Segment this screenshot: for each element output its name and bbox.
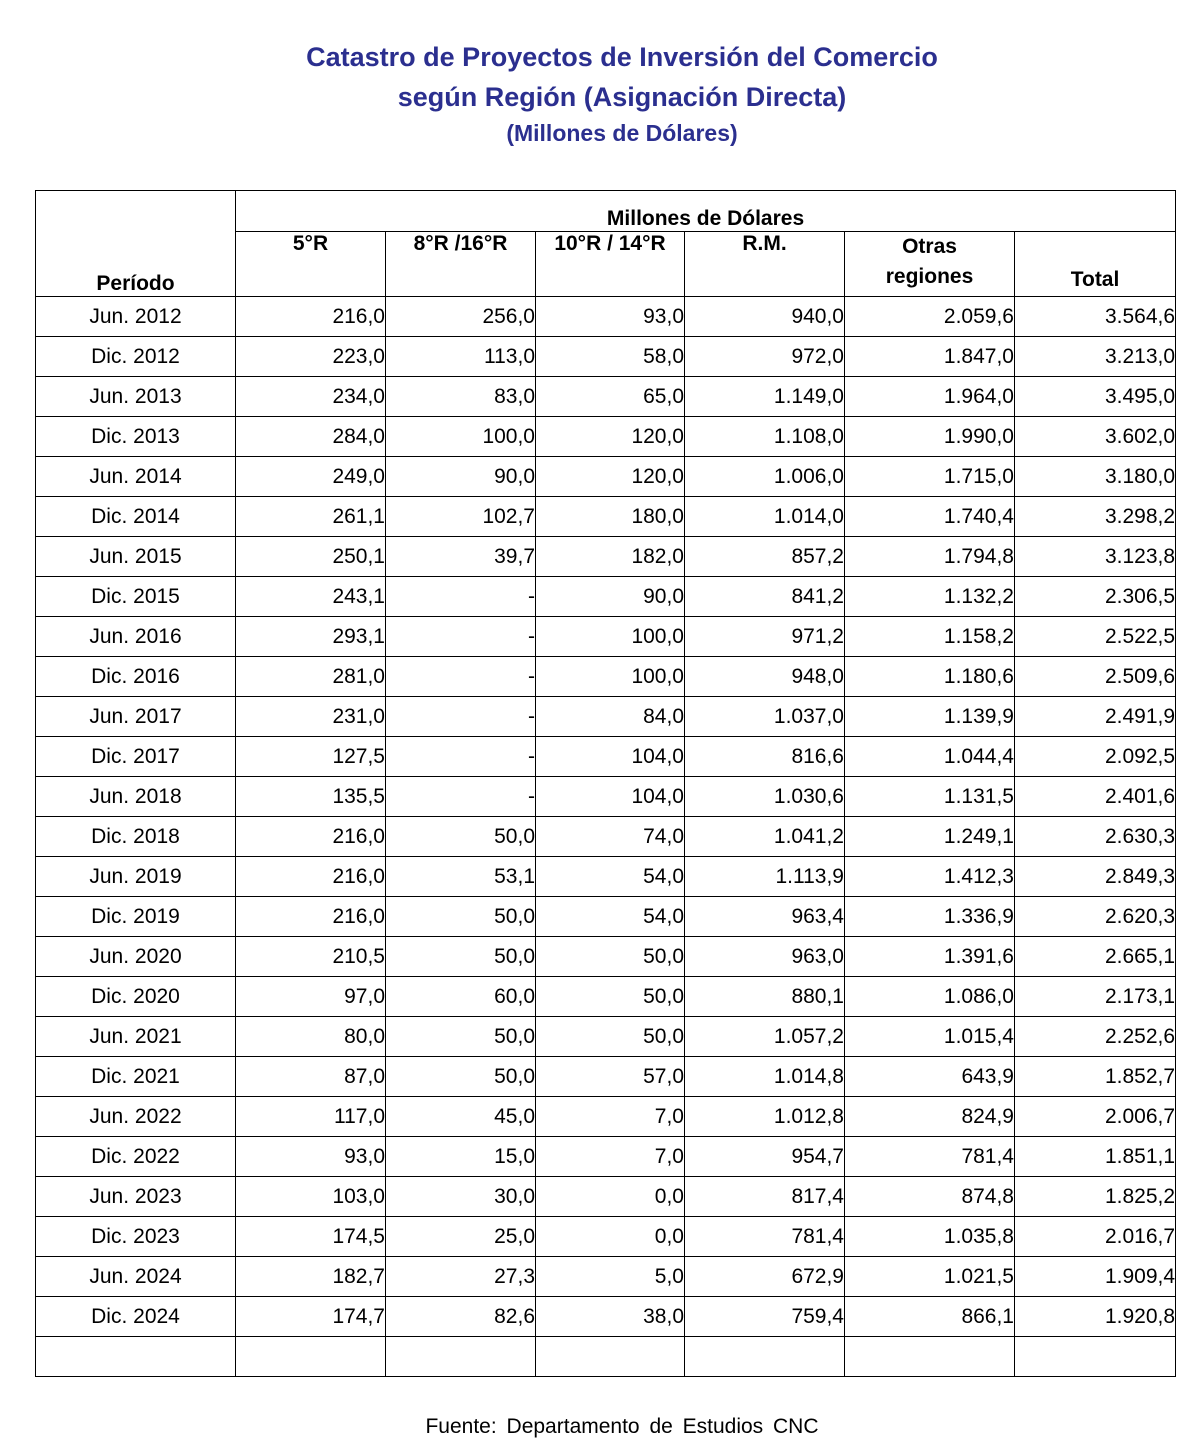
table-row (36, 377, 1176, 417)
source-note: Fuente: Departamento de Estudios CNC (425, 1415, 819, 1438)
value-otras-cell: 1.847,0 (845, 337, 1015, 377)
value-otras-cell: 2.059,6 (845, 297, 1015, 337)
empty-cell (36, 1337, 236, 1377)
value-otras-cell: 1.035,8 (845, 1217, 1015, 1257)
value-5r-cell: 249,0 (236, 457, 386, 497)
col-header-rm: R.M. (685, 232, 845, 297)
period-cell: Dic. 2015 (36, 577, 236, 617)
value-total-cell: 2.849,3 (1015, 857, 1176, 897)
value-10r-14r-cell: 54,0 (536, 897, 685, 937)
value-5r-cell: 117,0 (236, 1097, 386, 1137)
period-cell: Dic. 2019 (36, 897, 236, 937)
empty-cell (236, 1337, 386, 1377)
value-10r-14r-cell: 104,0 (536, 737, 685, 777)
table-row (36, 977, 1176, 1017)
period-cell: Jun. 2014 (36, 457, 236, 497)
value-5r-cell: 182,7 (236, 1257, 386, 1297)
value-10r-14r-cell: 54,0 (536, 857, 685, 897)
period-cell: Jun. 2021 (36, 1017, 236, 1057)
value-rm-cell: 1.006,0 (685, 457, 845, 497)
value-8r-16r-cell: - (386, 657, 536, 697)
value-8r-16r-cell: 30,0 (386, 1177, 536, 1217)
value-rm-cell: 857,2 (685, 537, 845, 577)
value-total-cell: 2.006,7 (1015, 1097, 1176, 1137)
value-otras-cell: 866,1 (845, 1297, 1015, 1337)
col-header-8r-16r: 8°R /16°R (386, 232, 536, 297)
value-rm-cell: 841,2 (685, 577, 845, 617)
table-row (36, 897, 1176, 937)
empty-cell (845, 1337, 1015, 1377)
value-total-cell: 3.602,0 (1015, 417, 1176, 457)
value-5r-cell: 284,0 (236, 417, 386, 457)
value-10r-14r-cell: 50,0 (536, 977, 685, 1017)
value-rm-cell: 1.030,6 (685, 777, 845, 817)
value-8r-16r-cell: 113,0 (386, 337, 536, 377)
value-5r-cell: 216,0 (236, 817, 386, 857)
value-5r-cell: 250,1 (236, 537, 386, 577)
value-8r-16r-cell: 82,6 (386, 1297, 536, 1337)
value-5r-cell: 127,5 (236, 737, 386, 777)
value-rm-cell: 954,7 (685, 1137, 845, 1177)
value-10r-14r-cell: 104,0 (536, 777, 685, 817)
period-cell: Dic. 2020 (36, 977, 236, 1017)
value-5r-cell: 103,0 (236, 1177, 386, 1217)
empty-cell (386, 1337, 536, 1377)
value-8r-16r-cell: 25,0 (386, 1217, 536, 1257)
period-cell: Dic. 2023 (36, 1217, 236, 1257)
period-cell: Jun. 2018 (36, 777, 236, 817)
value-total-cell: 1.852,7 (1015, 1057, 1176, 1097)
otras-line-1: Otras (902, 235, 957, 258)
value-rm-cell: 1.012,8 (685, 1097, 845, 1137)
value-5r-cell: 174,7 (236, 1297, 386, 1337)
value-5r-cell: 261,1 (236, 497, 386, 537)
value-10r-14r-cell: 65,0 (536, 377, 685, 417)
value-otras-cell: 1.336,9 (845, 897, 1015, 937)
value-total-cell: 3.495,0 (1015, 377, 1176, 417)
value-10r-14r-cell: 74,0 (536, 817, 685, 857)
value-otras-cell: 1.740,4 (845, 497, 1015, 537)
value-rm-cell: 972,0 (685, 337, 845, 377)
period-cell: Dic. 2024 (36, 1297, 236, 1337)
empty-cell (536, 1337, 685, 1377)
period-cell: Dic. 2013 (36, 417, 236, 457)
table-row (36, 697, 1176, 737)
value-total-cell: 1.920,8 (1015, 1297, 1176, 1337)
value-10r-14r-cell: 120,0 (536, 457, 685, 497)
period-cell: Dic. 2018 (36, 817, 236, 857)
value-5r-cell: 216,0 (236, 297, 386, 337)
table-row (36, 297, 1176, 337)
value-8r-16r-cell: 53,1 (386, 857, 536, 897)
value-rm-cell: 759,4 (685, 1297, 845, 1337)
table-row (36, 537, 1176, 577)
value-otras-cell: 1.139,9 (845, 697, 1015, 737)
value-rm-cell: 948,0 (685, 657, 845, 697)
period-cell: Jun. 2013 (36, 377, 236, 417)
value-10r-14r-cell: 84,0 (536, 697, 685, 737)
value-10r-14r-cell: 182,0 (536, 537, 685, 577)
value-rm-cell: 963,4 (685, 897, 845, 937)
value-otras-cell: 1.044,4 (845, 737, 1015, 777)
empty-cell (1015, 1337, 1176, 1377)
period-cell: Dic. 2022 (36, 1137, 236, 1177)
value-total-cell: 2.252,6 (1015, 1017, 1176, 1057)
value-total-cell: 2.092,5 (1015, 737, 1176, 777)
col-header-total: Total (1015, 232, 1176, 297)
value-total-cell: 2.306,5 (1015, 577, 1176, 617)
table-row (36, 1017, 1176, 1057)
value-8r-16r-cell: 50,0 (386, 1057, 536, 1097)
value-otras-cell: 643,9 (845, 1057, 1015, 1097)
col-header-otras-regiones (845, 232, 1015, 297)
value-5r-cell: 80,0 (236, 1017, 386, 1057)
value-5r-cell: 281,0 (236, 657, 386, 697)
value-8r-16r-cell: - (386, 697, 536, 737)
table-row (36, 457, 1176, 497)
period-cell: Jun. 2015 (36, 537, 236, 577)
value-otras-cell: 1.715,0 (845, 457, 1015, 497)
value-rm-cell: 781,4 (685, 1217, 845, 1257)
value-total-cell: 2.620,3 (1015, 897, 1176, 937)
value-rm-cell: 672,9 (685, 1257, 845, 1297)
value-5r-cell: 87,0 (236, 1057, 386, 1097)
table-row (36, 577, 1176, 617)
value-otras-cell: 1.015,4 (845, 1017, 1015, 1057)
value-8r-16r-cell: 90,0 (386, 457, 536, 497)
table-row (36, 657, 1176, 697)
value-rm-cell: 971,2 (685, 617, 845, 657)
value-10r-14r-cell: 5,0 (536, 1257, 685, 1297)
value-10r-14r-cell: 7,0 (536, 1137, 685, 1177)
value-5r-cell: 135,5 (236, 777, 386, 817)
value-10r-14r-cell: 50,0 (536, 937, 685, 977)
value-otras-cell: 1.990,0 (845, 417, 1015, 457)
value-rm-cell: 1.014,8 (685, 1057, 845, 1097)
value-rm-cell: 816,6 (685, 737, 845, 777)
value-total-cell: 3.213,0 (1015, 337, 1176, 377)
value-5r-cell: 216,0 (236, 897, 386, 937)
value-8r-16r-cell: - (386, 617, 536, 657)
value-total-cell: 2.509,6 (1015, 657, 1176, 697)
value-total-cell: 2.401,6 (1015, 777, 1176, 817)
table-row (36, 777, 1176, 817)
value-rm-cell: 880,1 (685, 977, 845, 1017)
value-5r-cell: 174,5 (236, 1217, 386, 1257)
value-5r-cell: 234,0 (236, 377, 386, 417)
value-otras-cell: 1.021,5 (845, 1257, 1015, 1297)
value-total-cell: 2.016,7 (1015, 1217, 1176, 1257)
value-rm-cell: 1.037,0 (685, 697, 845, 737)
value-otras-cell: 1.412,3 (845, 857, 1015, 897)
value-5r-cell: 293,1 (236, 617, 386, 657)
period-header: Período (36, 191, 236, 297)
value-10r-14r-cell: 100,0 (536, 617, 685, 657)
table-row (36, 617, 1176, 657)
table-row (36, 937, 1176, 977)
value-5r-cell: 97,0 (236, 977, 386, 1017)
value-8r-16r-cell: 27,3 (386, 1257, 536, 1297)
value-5r-cell: 210,5 (236, 937, 386, 977)
value-otras-cell: 1.131,5 (845, 777, 1015, 817)
table-row (36, 1257, 1176, 1297)
value-rm-cell: 963,0 (685, 937, 845, 977)
value-otras-cell: 781,4 (845, 1137, 1015, 1177)
value-rm-cell: 1.057,2 (685, 1017, 845, 1057)
title-line-2: según Región (Asignación Directa) (397, 82, 847, 112)
empty-cell (685, 1337, 845, 1377)
value-5r-cell: 243,1 (236, 577, 386, 617)
table-row (36, 1177, 1176, 1217)
value-10r-14r-cell: 7,0 (536, 1097, 685, 1137)
table-row (36, 1057, 1176, 1097)
table-row (36, 1217, 1176, 1257)
value-10r-14r-cell: 0,0 (536, 1217, 685, 1257)
period-cell: Jun. 2020 (36, 937, 236, 977)
table-row (36, 857, 1176, 897)
value-rm-cell: 1.014,0 (685, 497, 845, 537)
value-total-cell: 3.298,2 (1015, 497, 1176, 537)
value-10r-14r-cell: 100,0 (536, 657, 685, 697)
value-5r-cell: 216,0 (236, 857, 386, 897)
group-header: Millones de Dólares (236, 191, 1176, 232)
period-cell: Jun. 2024 (36, 1257, 236, 1297)
value-rm-cell: 1.113,9 (685, 857, 845, 897)
value-8r-16r-cell: - (386, 737, 536, 777)
value-10r-14r-cell: 90,0 (536, 577, 685, 617)
value-total-cell: 3.180,0 (1015, 457, 1176, 497)
value-8r-16r-cell: 39,7 (386, 537, 536, 577)
value-rm-cell: 1.108,0 (685, 417, 845, 457)
value-total-cell: 1.909,4 (1015, 1257, 1176, 1297)
value-otras-cell: 1.086,0 (845, 977, 1015, 1017)
table-row (36, 1297, 1176, 1337)
value-8r-16r-cell: 15,0 (386, 1137, 536, 1177)
table-row (36, 337, 1176, 377)
col-header-10r-14r: 10°R / 14°R (536, 232, 685, 297)
value-10r-14r-cell: 58,0 (536, 337, 685, 377)
value-total-cell: 3.123,8 (1015, 537, 1176, 577)
value-total-cell: 1.825,2 (1015, 1177, 1176, 1217)
value-otras-cell: 1.158,2 (845, 617, 1015, 657)
title-line-1: Catastro de Proyectos de Inversión del Comercio (306, 42, 938, 72)
value-otras-cell: 1.132,2 (845, 577, 1015, 617)
value-5r-cell: 231,0 (236, 697, 386, 737)
table-row (36, 737, 1176, 777)
period-cell: Jun. 2019 (36, 857, 236, 897)
value-rm-cell: 940,0 (685, 297, 845, 337)
value-10r-14r-cell: 0,0 (536, 1177, 685, 1217)
otras-line-2: regiones (885, 265, 974, 288)
value-10r-14r-cell: 50,0 (536, 1017, 685, 1057)
table-row (36, 497, 1176, 537)
value-8r-16r-cell: - (386, 577, 536, 617)
period-cell: Jun. 2017 (36, 697, 236, 737)
value-rm-cell: 817,4 (685, 1177, 845, 1217)
value-rm-cell: 1.149,0 (685, 377, 845, 417)
value-total-cell: 2.522,5 (1015, 617, 1176, 657)
table-row (36, 1097, 1176, 1137)
value-10r-14r-cell: 180,0 (536, 497, 685, 537)
value-8r-16r-cell: - (386, 777, 536, 817)
value-5r-cell: 223,0 (236, 337, 386, 377)
table-row (36, 1137, 1176, 1177)
investment-table (35, 190, 1176, 1377)
value-8r-16r-cell: 45,0 (386, 1097, 536, 1137)
value-otras-cell: 824,9 (845, 1097, 1015, 1137)
value-otras-cell: 874,8 (845, 1177, 1015, 1217)
value-total-cell: 2.630,3 (1015, 817, 1176, 857)
period-cell: Dic. 2014 (36, 497, 236, 537)
value-8r-16r-cell: 50,0 (386, 897, 536, 937)
period-cell: Jun. 2012 (36, 297, 236, 337)
value-otras-cell: 1.391,6 (845, 937, 1015, 977)
empty-row (36, 1337, 1176, 1377)
value-otras-cell: 1.964,0 (845, 377, 1015, 417)
period-cell: Dic. 2021 (36, 1057, 236, 1097)
table-row (36, 817, 1176, 857)
period-cell: Dic. 2016 (36, 657, 236, 697)
value-total-cell: 1.851,1 (1015, 1137, 1176, 1177)
value-otras-cell: 1.180,6 (845, 657, 1015, 697)
value-10r-14r-cell: 57,0 (536, 1057, 685, 1097)
period-cell: Dic. 2017 (36, 737, 236, 777)
value-total-cell: 2.173,1 (1015, 977, 1176, 1017)
col-header-5r: 5°R (236, 232, 386, 297)
value-total-cell: 2.491,9 (1015, 697, 1176, 737)
value-8r-16r-cell: 60,0 (386, 977, 536, 1017)
period-cell: Jun. 2022 (36, 1097, 236, 1137)
value-8r-16r-cell: 256,0 (386, 297, 536, 337)
value-8r-16r-cell: 50,0 (386, 937, 536, 977)
value-8r-16r-cell: 50,0 (386, 1017, 536, 1057)
value-10r-14r-cell: 38,0 (536, 1297, 685, 1337)
value-8r-16r-cell: 83,0 (386, 377, 536, 417)
value-otras-cell: 1.249,1 (845, 817, 1015, 857)
period-cell: Jun. 2023 (36, 1177, 236, 1217)
title-units: (Millones de Dólares) (506, 120, 738, 146)
value-5r-cell: 93,0 (236, 1137, 386, 1177)
table-body (36, 297, 1176, 1377)
value-otras-cell: 1.794,8 (845, 537, 1015, 577)
value-total-cell: 3.564,6 (1015, 297, 1176, 337)
table-row (36, 417, 1176, 457)
value-10r-14r-cell: 93,0 (536, 297, 685, 337)
value-8r-16r-cell: 100,0 (386, 417, 536, 457)
value-total-cell: 2.665,1 (1015, 937, 1176, 977)
value-10r-14r-cell: 120,0 (536, 417, 685, 457)
value-rm-cell: 1.041,2 (685, 817, 845, 857)
value-8r-16r-cell: 50,0 (386, 817, 536, 857)
period-cell: Dic. 2012 (36, 337, 236, 377)
period-cell: Jun. 2016 (36, 617, 236, 657)
value-8r-16r-cell: 102,7 (386, 497, 536, 537)
